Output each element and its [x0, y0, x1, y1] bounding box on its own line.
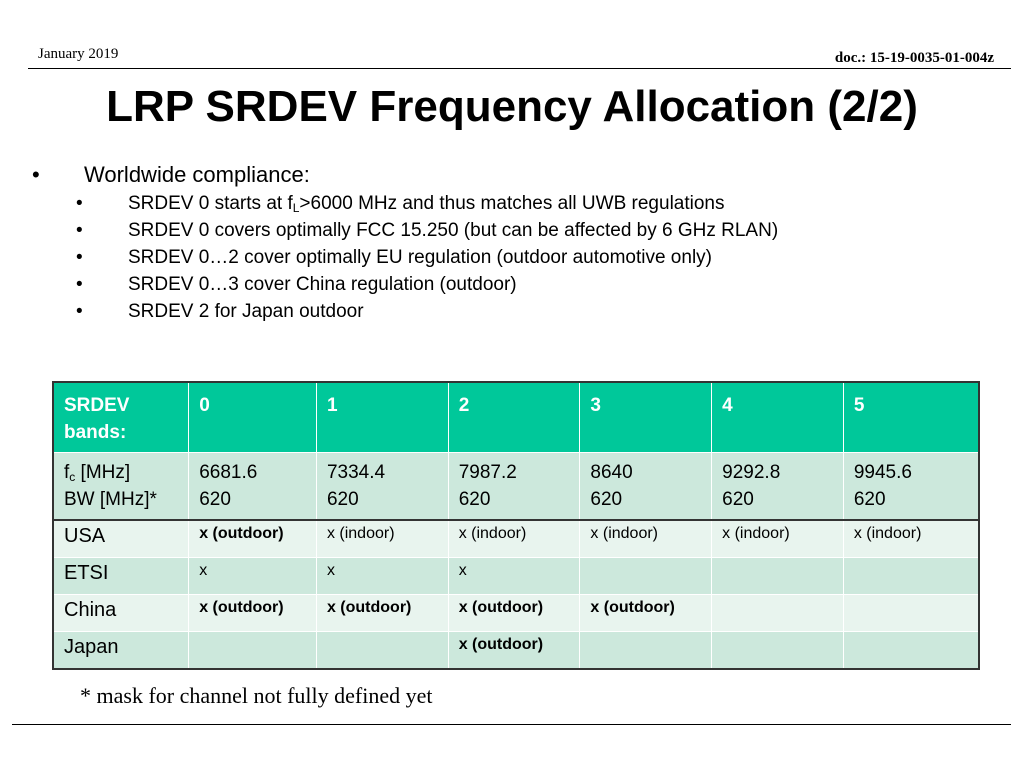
bullet-dot-icon: • — [76, 301, 83, 322]
frequency-cell — [712, 453, 844, 521]
allocation-cell — [712, 632, 844, 670]
sub-bullet-text — [128, 190, 725, 217]
fc-unit: [MHz] — [75, 462, 131, 483]
header-doc-id: doc.: 15-19-0035-01-004z — [834, 50, 994, 66]
bw-label: BW [MHz]* — [64, 489, 157, 510]
header-label-line: SRDEV — [64, 395, 130, 416]
allocation-cell: x (outdoor) — [448, 595, 580, 632]
table-header-cell: 5 — [843, 382, 979, 453]
table-row-etsi — [53, 558, 979, 595]
table-row-japan — [53, 632, 979, 670]
table-header-label — [53, 382, 189, 453]
allocation-cell — [843, 632, 979, 670]
bullet-dot-icon: • — [76, 274, 83, 295]
table-row-usa — [53, 520, 979, 558]
sub-bullet-text: SRDEV 0 covers optimally FCC 15.250 (but can be affected by 6 GHz RLAN) — [128, 220, 779, 241]
allocation-cell — [580, 558, 712, 595]
subscript: L — [292, 201, 300, 215]
fc-value: 7334.4 — [326, 462, 386, 483]
sub-bullet-text: SRDEV 0…3 cover China regulation (outdoor) — [128, 274, 517, 295]
region-cell: China — [53, 595, 189, 632]
header-label-line: bands: — [64, 422, 127, 443]
slide-title: LRP SRDEV Frequency Allocation (2/2) — [106, 82, 918, 131]
fc-value: 9292.8 — [722, 462, 781, 483]
allocation-cell — [712, 558, 844, 595]
header-date: January 2019 — [38, 46, 119, 62]
allocation-cell: x (outdoor) — [316, 595, 448, 632]
bw-value: 620 — [590, 489, 623, 510]
allocation-cell: x (indoor) — [448, 520, 580, 558]
bw-value: 620 — [326, 489, 359, 510]
sub-bullet-text: SRDEV 0…2 cover optimally EU regulation (outdoor automotive only) — [128, 247, 712, 268]
fc-value: 9945.6 — [853, 462, 912, 483]
bullet-dot-icon: • — [32, 162, 40, 187]
allocation-cell: x (indoor) — [712, 520, 844, 558]
fc-value: 7987.2 — [458, 462, 517, 483]
table-header-cell: 4 — [712, 382, 844, 453]
table-frequency-row — [53, 453, 979, 521]
allocation-cell: x — [189, 558, 317, 595]
allocation-cell — [316, 632, 448, 670]
table-header-cell: 0 — [189, 382, 317, 453]
footer-divider — [12, 724, 1011, 725]
frequency-cell — [316, 453, 448, 521]
allocation-cell: x — [448, 558, 580, 595]
allocation-cell: x (indoor) — [316, 520, 448, 558]
bw-value: 620 — [199, 489, 231, 510]
allocation-cell: x (outdoor) — [189, 520, 317, 558]
allocation-cell — [712, 595, 844, 632]
frequency-label-cell — [53, 453, 189, 521]
sub-bullet-text: SRDEV 2 for Japan outdoor — [128, 301, 364, 322]
allocation-cell — [580, 632, 712, 670]
subscript: c — [69, 470, 76, 484]
frequency-cell — [448, 453, 580, 521]
table-header-cell: 1 — [316, 382, 448, 453]
fc-value: 8640 — [590, 462, 633, 483]
allocation-cell: x (outdoor) — [448, 632, 580, 670]
sub-bullet-text-part: >6000 MHz and thus matches all UWB regulations — [299, 193, 725, 214]
allocation-cell: x (outdoor) — [580, 595, 712, 632]
fc-value: 6681.6 — [199, 462, 258, 483]
srdev-bands-table — [52, 381, 980, 670]
frequency-cell — [189, 453, 317, 521]
allocation-cell: x (outdoor) — [189, 595, 317, 632]
region-cell: USA — [53, 520, 189, 558]
table-header-row — [53, 382, 979, 453]
table-header-cell: 3 — [580, 382, 712, 453]
allocation-cell: x — [316, 558, 448, 595]
table-header-cell: 2 — [448, 382, 580, 453]
allocation-cell — [843, 558, 979, 595]
bw-value: 620 — [458, 489, 491, 510]
bullet-dot-icon: • — [76, 247, 83, 268]
allocation-cell — [843, 595, 979, 632]
region-cell: ETSI — [53, 558, 189, 595]
bw-value: 620 — [853, 489, 886, 510]
allocation-cell: x (indoor) — [580, 520, 712, 558]
allocation-cell — [189, 632, 317, 670]
frequency-cell — [843, 453, 979, 521]
bullet-dot-icon: • — [76, 193, 83, 214]
frequency-cell — [580, 453, 712, 521]
footnote: * mask for channel not fully defined yet — [80, 683, 433, 708]
sub-bullet-text-part: SRDEV 0 starts at f — [128, 193, 293, 214]
bullet-text: Worldwide compliance: — [84, 162, 310, 187]
header-divider — [28, 68, 1011, 69]
bw-value: 620 — [722, 489, 754, 510]
allocation-cell: x (indoor) — [843, 520, 979, 558]
region-cell: Japan — [53, 632, 189, 670]
table-row-china — [53, 595, 979, 632]
fc-label: f — [64, 462, 70, 483]
bullet-dot-icon: • — [76, 220, 83, 241]
